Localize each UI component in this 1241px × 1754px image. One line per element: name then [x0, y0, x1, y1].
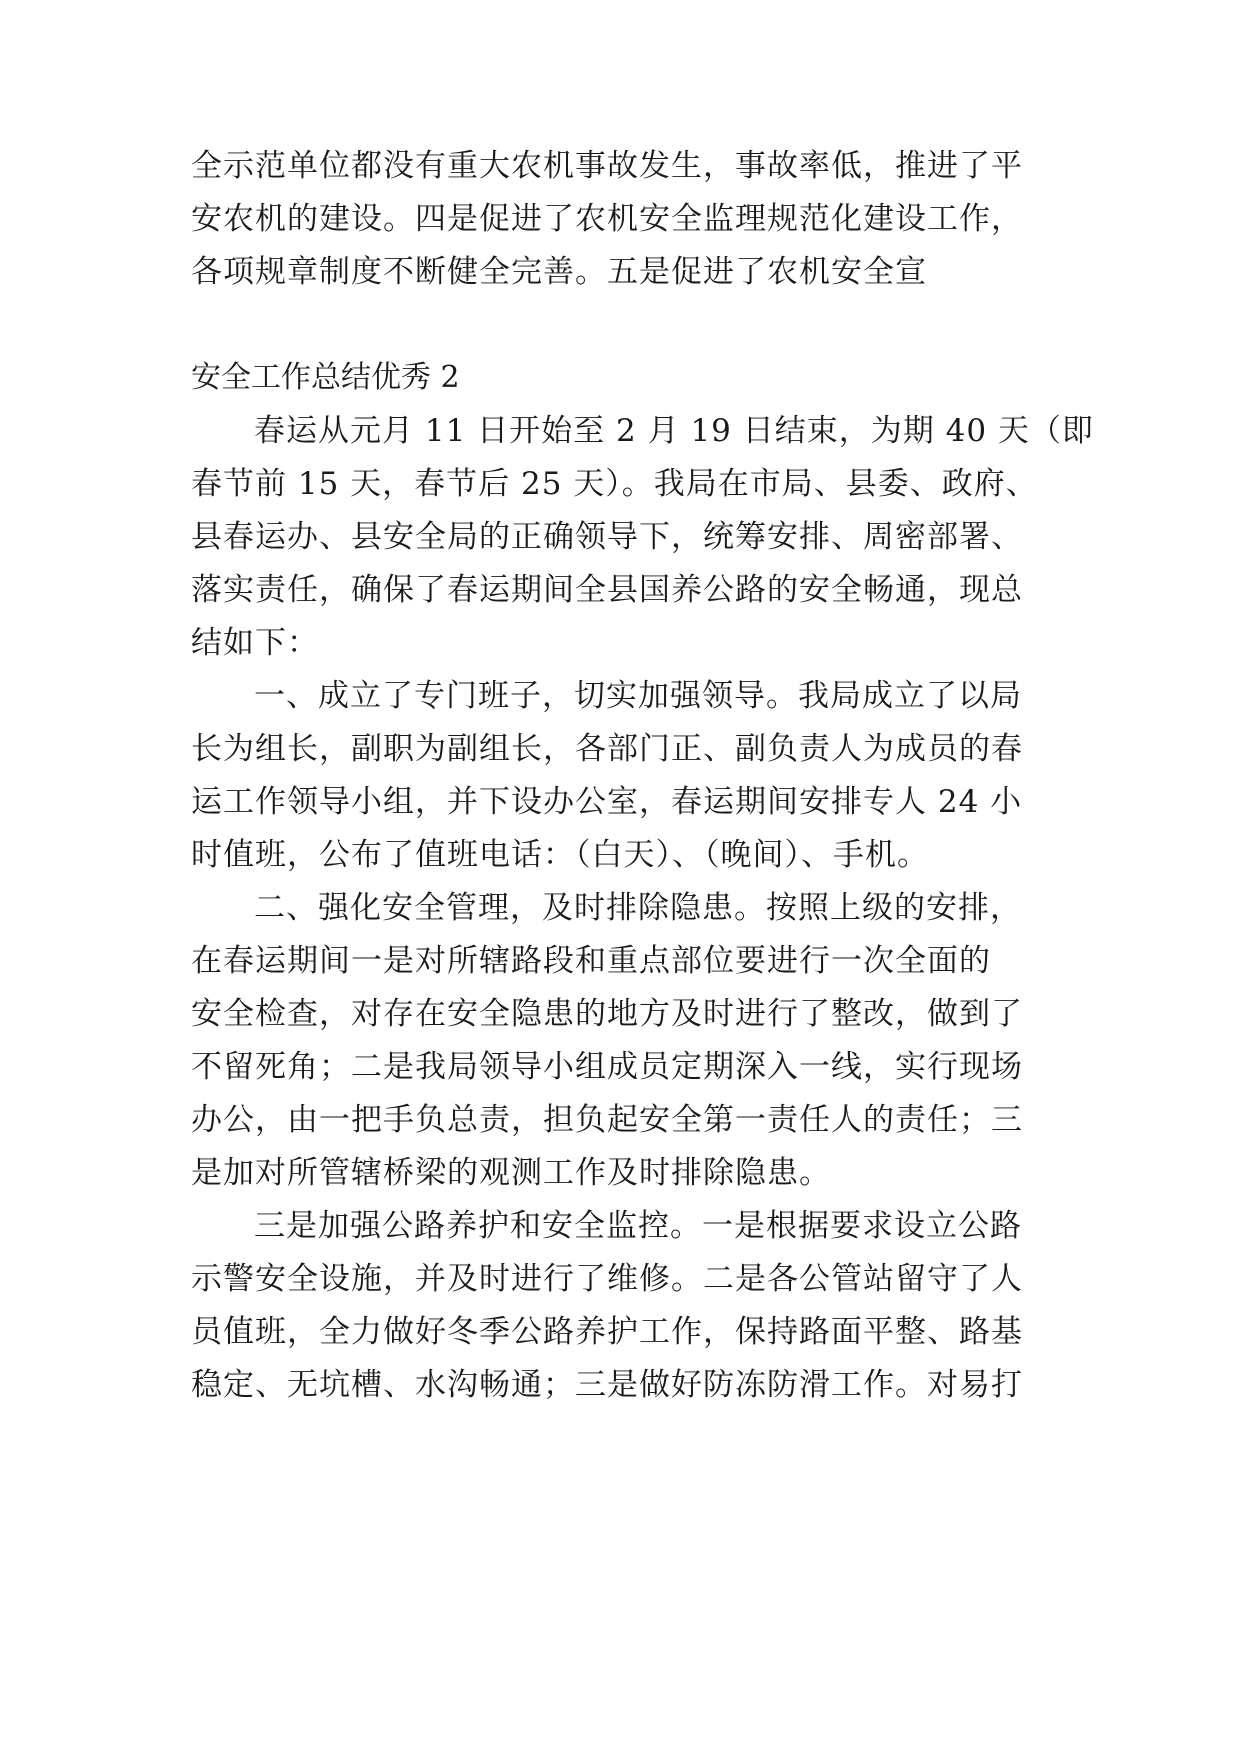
text-line: 稳定、无坑槽、水沟畅通；三是做好防冻防滑工作。对易打: [191, 1367, 1023, 1403]
text-line: 三是加强公路养护和安全监控。一是根据要求设立公路: [254, 1208, 1022, 1244]
text-line: 示警安全设施，并及时进行了维修。二是各公管站留守了人: [191, 1261, 1023, 1297]
text-line: 落实责任，确保了春运期间全县国养公路的安全畅通，现总: [191, 572, 1023, 608]
text-line: 县春运办、县安全局的正确领导下，统筹安排、周密部署、: [191, 519, 1023, 555]
section-title: 安全工作总结优秀 2: [191, 360, 460, 395]
text-line: 在春运期间一是对所辖路段和重点部位要进行一次全面的: [191, 943, 991, 979]
text-line: 安全检查，对存在安全隐患的地方及时进行了整改，做到了: [191, 996, 1023, 1032]
text-line: 办公，由一把手负总责，担负起安全第一责任人的责任；三: [191, 1102, 1023, 1138]
text-line: 全示范单位都没有重大农机事故发生，事故率低，推进了平: [191, 148, 1023, 184]
text-line: 员值班，全力做好冬季公路养护工作，保持路面平整、路基: [191, 1314, 1023, 1350]
text-line: 安农机的建设。四是促进了农机安全监理规范化建设工作，: [191, 201, 1023, 237]
text-line: 结如下：: [191, 625, 319, 661]
text-line: 时值班，公布了值班电话：（白天）、（晚间）、手机。: [191, 837, 929, 873]
text-line: 春节前 15 天，春节后 25 天）。我局在市局、县委、政府、: [191, 466, 1038, 502]
text-line: 长为组长，副职为副组长，各部门正、副负责人为成员的春: [191, 731, 1023, 767]
text-line: 二、强化安全管理，及时排除隐患。按照上级的安排，: [254, 890, 1022, 926]
text-line: 一、成立了专门班子，切实加强领导。我局成立了以局: [254, 678, 1022, 714]
text-line: 春运从元月 11 日开始至 2 月 19 日结束，为期 40 天（即: [254, 413, 1094, 449]
text-line: 不留死角；二是我局领导小组成员定期深入一线，实行现场: [191, 1049, 1023, 1085]
text-line: 运工作领导小组，并下设办公室，春运期间安排专人 24 小: [191, 784, 1023, 820]
text-line: 是加对所管辖桥梁的观测工作及时排除隐患。: [191, 1155, 831, 1191]
text-line: 各项规章制度不断健全完善。五是促进了农机安全宣: [191, 254, 927, 290]
